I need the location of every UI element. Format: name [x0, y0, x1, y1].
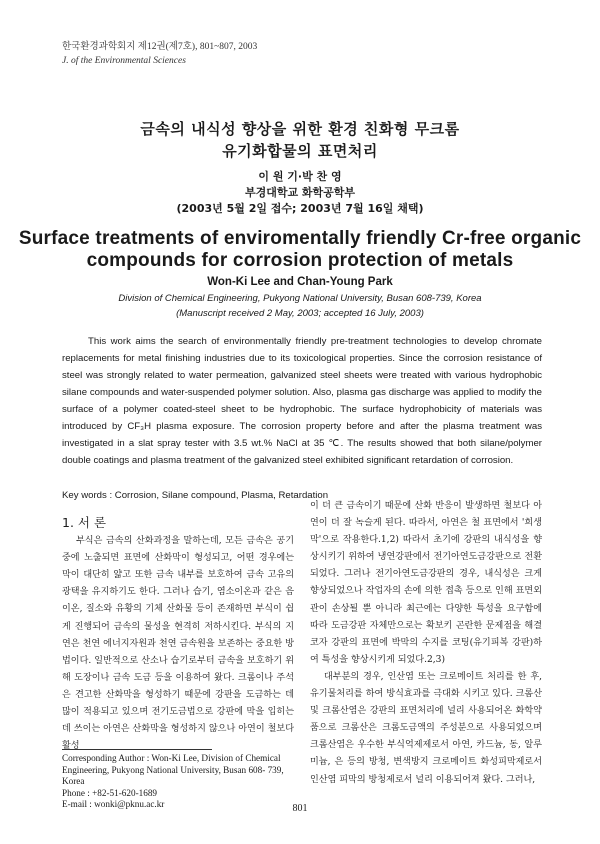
english-title-line1: Surface treatments of enviromentally friendly Cr-free organic [18, 228, 582, 249]
korean-authors: 이 원 기·박 찬 영 [258, 170, 342, 183]
right-column [310, 498, 542, 789]
english-title-line2: compounds for corrosion protection of metals [86, 250, 514, 271]
body-paragraph-right-1: 이 더 큰 금속이기 때문에 산화 반응이 발생하면 철보다 아연이 더 잘 녹슬게 된다. 따라서, 아연은 철 표면에서 '희생막'으로 작용한다.1,2) 따라서 초기에 강판의 내식성을 향상시키기 위하여 냉연강판에서 전기아연도금강판으로 전환되었다. 그러나 전기아연도금강판의 경우, 내식성은 크게 향상되었으나 작업자의 손에 의한 접촉 등으로 인해 표면외관이 손상될 뿐 아니라 최근에는 다양한 특성을 요구함에 따라 도금강판 자체만으로는 확보키 곤란한 문제점을 해결코자 강판의 표면에 박막의 수지를 코팅(유기피복 강판)하여 특성을 향상시키게 되었다.2,3) [310, 501, 542, 665]
english-dates: (Manuscript received 2 May, 2003; accepted 16 July, 2003) [176, 308, 424, 319]
footnote-phone: Phone : +82-51-620-1689 [62, 787, 158, 798]
footnote-divider [62, 749, 212, 750]
abstract: This work aims the search of environmentally friendly pre-treatment technologies to develop chromate replacements for metal finishing industries due to its toxicological properties. Since the corrosion resistance of steel was strongly related to water permeation, galvanized steel sheets were treated with various hydrophobic silane compounds and water-suspended polymer solution. Also, plasma gas discharge was applied to modify the surface of a polymer coated-steel sheet to be hydrophobic. The surface hydrophobicity of materials was introduced by CF₃H plasma exposure. The corrosion property before and after the plasma treatment was investigated in a slat spray tester with 3.5 wt.% NaCl at 35 ℃. The results showed that both silane/polymer double coatings and plasma treatment of the galvanized steel exhibited significant retardation of corrosion. [62, 336, 542, 466]
page-number: 801 [292, 803, 308, 814]
korean-title-line2: 유기화합물의 표면처리 [222, 142, 378, 160]
footnote-email: E-mail : wonki@pknu.ac.kr [62, 799, 165, 809]
journal-citation: 한국환경과학회지 제12권(제7호), 801~807, 2003 [62, 42, 258, 52]
footnote-author: Corresponding Author : Won-Ki Lee, Division of Chemical Engineering, Pukyong National University, Busan 608- 739, Korea [62, 753, 284, 786]
english-authors: Won-Ki Lee and Chan-Young Park [207, 276, 393, 288]
journal-header [62, 40, 257, 68]
section-heading-introduction: 1. 서 론 [62, 515, 107, 530]
keywords: Key words : Corrosion, Silane compound, Plasma, Retardation [62, 490, 329, 501]
korean-title-line1: 금속의 내식성 향상을 위한 환경 친화형 무크롬 [140, 120, 460, 138]
journal-name: J. of the Environmental Sciences [62, 56, 186, 66]
body-paragraph-right-2: 대부분의 경우, 인산염 또는 크로메이트 처리를 한 후, 유기물처리를 하여 방식효과를 극대화 시키고 있다. 크롬산 및 크롬산염은 강판의 표면처리에 널리 사용되어온 화학약품으로 크롬산은 크롬도금액의 주성분으로 사용되었으며 크롬산염은 우수한 부식억제제로서 아연, 카드늄, 동, 알루미늄, 은 등의 방청, 변색방지 크로메이트 화성피막제로서 인산염 피막의 방청제로서 널리 이용되어져 왔다. 그러나, [310, 671, 542, 785]
corresponding-author-footnote [62, 753, 294, 811]
english-affiliation: Division of Chemical Engineering, Pukyong National University, Busan 608-739, Korea [118, 293, 482, 304]
left-column [62, 514, 294, 755]
korean-affiliation: 부경대학교 화학공학부 [244, 186, 356, 199]
korean-dates: (2003년 5월 2일 접수; 2003년 7월 16일 채택) [176, 202, 424, 215]
body-paragraph-left: 부식은 금속의 산화과정을 말하는데, 모든 금속은 공기 중에 노출되면 표면에 산화막이 형성되고, 어떤 경우에는 막이 대단히 얇고 또한 금속 내부를 보호하여 금속 고유의 광택을 유지하기도 한다. 그러나 습기, 염소이온과 같은 음이온, 질소와 유황의 기체 산화물 등이 존재하면 부식이 쉽게 진행되어 금속의 물성을 현격히 저하시킨다. 부식의 지연은 천연 에너지자원과 천연 금속원을 보존하는 중요한 방법이다. 일반적으로 산소나 습기로부터 금속을 보호하기 위해 도장이나 금속 도금 등을 이용하여 왔다. 크롬이나 주석은 견고한 산화막을 형성하기 때문에 강판을 도금하는 데 많이 적용되고 있으며 전기도금법으로 강판에 막을 입히는 데 쓰이는 아연은 산화막을 형성하지 않으나 아연이 철보다 활성 [62, 536, 294, 752]
